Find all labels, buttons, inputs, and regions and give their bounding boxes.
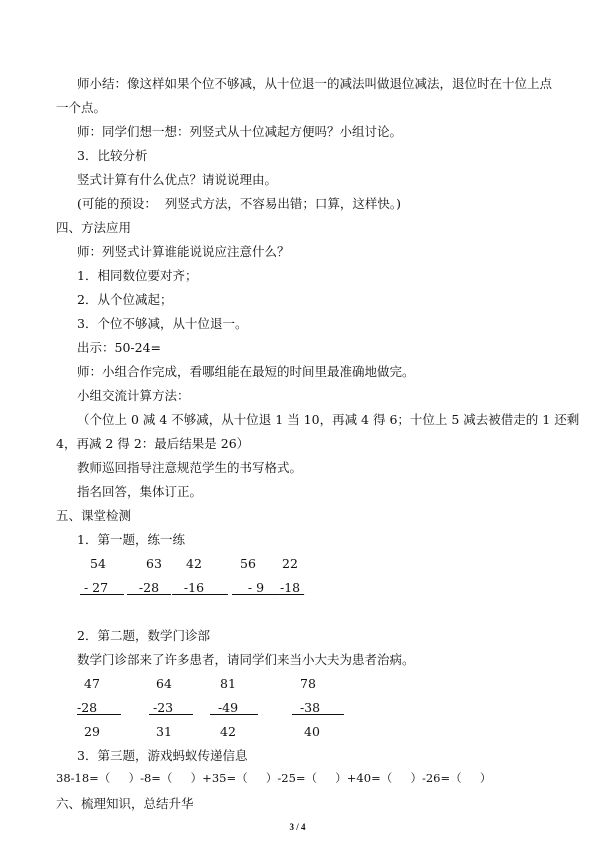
example-problem: 出示：50-24= <box>77 340 162 355</box>
group-method-heading: 小组交流计算方法： <box>77 388 190 403</box>
ex2-top-3: 81 <box>220 676 236 691</box>
ex1-top-2: 63 <box>146 556 162 571</box>
ex2-answer-4: 40 <box>304 724 320 739</box>
ex1-bottom-1: - 27 <box>80 580 124 595</box>
ex1-bottom-5: -18 <box>280 580 305 595</box>
exercise2-intro: 数学门诊部来了许多患者，请同学们来当小大夫为患者治病。 <box>77 652 415 667</box>
ex1-top-3: 42 <box>186 556 202 571</box>
discussion-prompt: 师：同学们想一想：列竖式从十位减起方便吗？小组讨论。 <box>77 124 403 139</box>
compare-question: 竖式计算有什么优点？请说说理由。 <box>77 172 278 187</box>
ex2-bottom-2: -23 <box>149 700 193 715</box>
ex2-bottom-1: -28 <box>77 700 121 715</box>
heading-class-check: 五、课堂检测 <box>56 508 132 523</box>
ex1-bottom-4: - 9 <box>232 580 280 595</box>
ex2-top-1: 47 <box>84 676 100 691</box>
answer-correction: 指名回答，集体订正。 <box>77 484 203 499</box>
rule-3: 3．个位不够减，从十位退一。 <box>77 316 248 331</box>
group-task: 师：小组合作完成，看哪组能在最短的时间里最准确地做完。 <box>77 364 415 379</box>
heading-method-application: 四、方法应用 <box>56 220 132 235</box>
ex1-top-1: 54 <box>90 556 106 571</box>
rule-1: 1．相同数位要对齐； <box>77 268 198 283</box>
ant-message-chain: 38-18=（ ）-8=（ ）+35=（ ）-25=（ ）+40=（ ）-26=（ ） <box>56 771 492 785</box>
ex1-bottom-2: -28 <box>127 580 171 595</box>
method-explanation-cont: 4，再减 2 得 2：最后结果是 26） <box>56 436 250 451</box>
ex1-top-5: 22 <box>282 556 298 571</box>
summary-line: 师小结：像这样如果个位不够减，从十位退一的减法叫做退位减法，退位时在十位上点 <box>77 76 553 91</box>
ex2-answer-1: 29 <box>84 724 100 739</box>
rule-2: 2．从个位减起； <box>77 292 173 307</box>
exercise1-title: 1．第一题，练一练 <box>77 532 185 547</box>
heading-summary: 六、梳理知识，总结升华 <box>56 796 194 811</box>
ex2-bottom-3: -49 <box>210 700 258 715</box>
method-question: 师：列竖式计算谁能说说应注意什么？ <box>77 244 290 259</box>
page-number: 3 / 4 <box>289 822 306 832</box>
ex2-answer-2: 31 <box>156 724 172 739</box>
method-explanation: （个位上 0 减 4 不够减，从十位退 1 当 10，再减 4 得 6；十位上 5 减去被借走的 1 还剩 <box>77 412 580 427</box>
teacher-guidance: 教师巡回指导注意规范学生的书写格式。 <box>77 460 303 475</box>
ex1-top-4: 56 <box>240 556 256 571</box>
ex2-top-2: 64 <box>156 676 172 691</box>
ex2-bottom-4: -38 <box>292 700 344 715</box>
exercise3-title: 3．第三题，游戏蚂蚁传递信息 <box>77 748 248 763</box>
ex2-top-4: 78 <box>300 676 316 691</box>
section-compare: 3．比较分析 <box>77 148 148 163</box>
exercise2-title: 2．第二题，数学门诊部 <box>77 628 210 643</box>
compare-answer: (可能的预设： 列竖式方法，不容易出错；口算，这样快。) <box>77 196 401 211</box>
ex1-bottom-3: -16 <box>172 580 228 595</box>
ex2-answer-3: 42 <box>220 724 236 739</box>
summary-line-cont: 一个点。 <box>56 100 107 115</box>
